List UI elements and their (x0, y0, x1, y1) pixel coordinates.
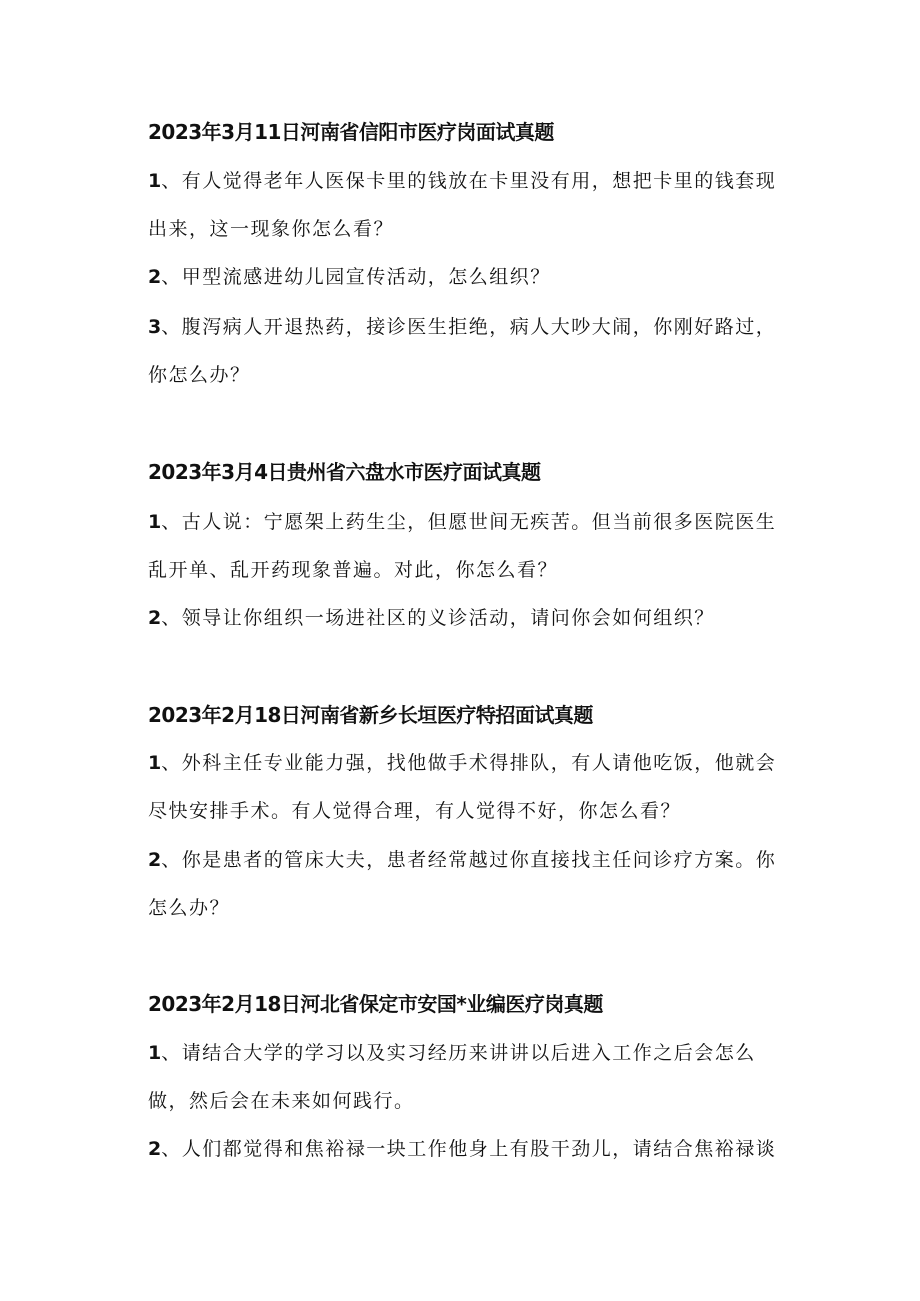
question-text: 、领导让你组织一场进社区的义诊活动，请问你会如何组织？ (161, 607, 715, 629)
question-line: 乱开单、乱开药现象普遍。对此，你怎么看？ (148, 559, 559, 581)
section-title: 2023年2月18日河南省新乡长垣医疗特招面试真题 (148, 703, 593, 727)
question-text: 、人们都觉得和焦裕禄一块工作他身上有股干劲儿，请结合焦裕禄谈 (161, 1138, 777, 1160)
question-text: 、古人说：宁愿架上药生尘，但愿世间无疾苦。但当前很多医院医生 (161, 511, 777, 533)
question-line: 尽快安排手术。有人觉得合理，有人觉得不好，你怎么看？ (148, 800, 682, 822)
question-line (148, 313, 776, 341)
question-line (148, 1135, 776, 1163)
question-number: 1 (148, 752, 162, 774)
section-title: 2023年2月18日河北省保定市安国*业编医疗岗真题 (148, 992, 603, 1016)
question-text: 、请结合大学的学习以及实习经历来讲讲以后进入工作之后会怎么 (161, 1042, 756, 1064)
question-text: 、你是患者的管床大夫，患者经常越过你直接找主任问诊疗方案。你 (161, 849, 777, 871)
question-line: 怎么办？ (148, 897, 231, 919)
question-number: 2 (148, 1138, 162, 1160)
question-text: 、腹泻病人开退热药，接诊医生拒绝，病人大吵大闹，你刚好路过， (161, 316, 777, 338)
question-line (148, 508, 776, 536)
question-number: 1 (148, 511, 162, 533)
question-number: 2 (148, 849, 162, 871)
question-number: 1 (148, 1042, 162, 1064)
question-line: 出来，这一现象你怎么看？ (148, 218, 395, 240)
question-line (148, 604, 715, 632)
question-text: 、甲型流感进幼儿园宣传活动，怎么组织？ (161, 266, 551, 288)
question-number: 3 (148, 316, 162, 338)
question-line (148, 846, 776, 874)
question-line (148, 1039, 756, 1067)
question-number: 1 (148, 170, 162, 192)
section-title: 2023年3月11日河南省信阳市医疗岗面试真题 (148, 120, 554, 144)
question-line: 做，然后会在未来如何践行。 (148, 1090, 415, 1112)
question-number: 2 (148, 266, 162, 288)
question-line (148, 749, 776, 777)
section-title: 2023年3月4日贵州省六盘水市医疗面试真题 (148, 460, 541, 484)
question-text: 、外科主任专业能力强，找他做手术得排队，有人请他吃饭，他就会 (161, 752, 777, 774)
question-line: 你怎么办？ (148, 364, 251, 386)
question-line (148, 263, 551, 291)
question-text: 、有人觉得老年人医保卡里的钱放在卡里没有用，想把卡里的钱套现 (161, 170, 777, 192)
question-number: 2 (148, 607, 162, 629)
question-line (148, 167, 776, 195)
